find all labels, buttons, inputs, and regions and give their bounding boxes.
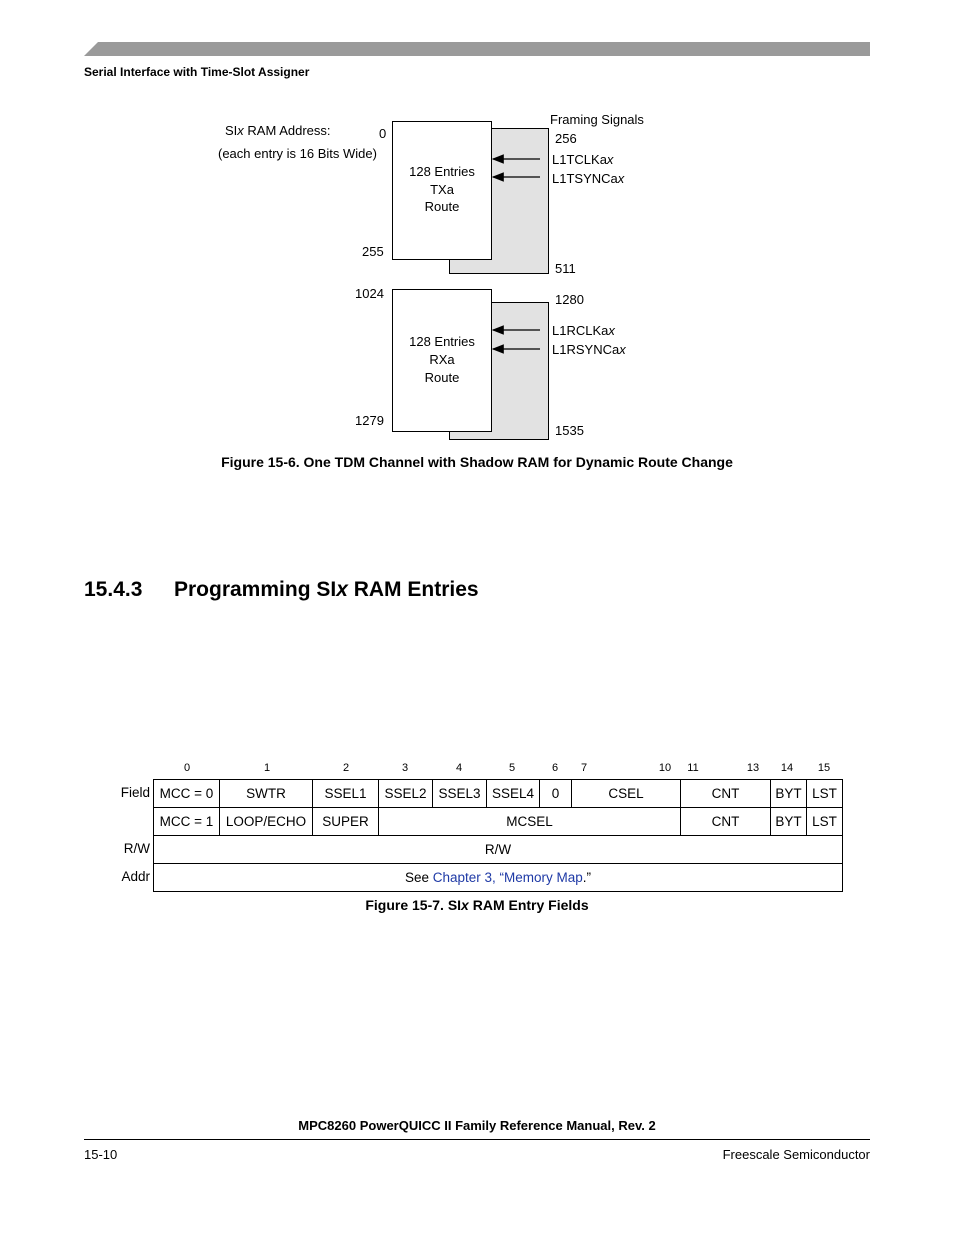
field-mcc: MCC = 0 [154, 780, 220, 808]
running-head: Serial Interface with Time-Slot Assigner [84, 65, 310, 79]
figure-15-6-caption: Figure 15-6. One TDM Channel with Shadow RAM for Dynamic Route Change [221, 454, 733, 470]
field-reserved: 0 [540, 780, 572, 808]
field-byt: BYT [771, 780, 807, 808]
tx-shadow-start-addr: 256 [555, 131, 577, 146]
field-cnt: CNT [681, 780, 771, 808]
bit-number: 1 [263, 762, 271, 774]
bit-number: 7 [580, 762, 588, 774]
field-lst: LST [807, 780, 843, 808]
bit-number: 2 [342, 762, 350, 774]
figure-15-7-caption: Figure 15-7. SIx RAM Entry Fields [365, 897, 589, 913]
rx-shadow-start-addr: 1280 [555, 292, 584, 307]
ram-entry-table [153, 779, 843, 892]
signal-arrows [0, 0, 954, 460]
rx-shadow-end-addr: 1535 [555, 423, 584, 438]
company-name: Freescale Semiconductor [722, 1147, 870, 1162]
tx-sync-signal: L1TSYNCax [552, 171, 625, 186]
field-row-mcc1 [154, 808, 843, 836]
footer-rule [84, 1139, 870, 1140]
field-loop-echo: LOOP/ECHO [220, 808, 313, 836]
field-super: SUPER [313, 808, 379, 836]
field-byt: BYT [771, 808, 807, 836]
bit-number: 0 [183, 762, 191, 774]
tx-start-addr: 0 [379, 126, 387, 141]
footer-title: MPC8260 PowerQUICC II Family Reference Manual, Rev. 2 [298, 1118, 656, 1133]
rx-route: Route [424, 370, 460, 385]
bit-number: 3 [401, 762, 409, 774]
rx-route-name: RXa [429, 352, 455, 367]
bit-number: 11 [687, 762, 699, 774]
field-ssel1: SSEL1 [313, 780, 379, 808]
field-ssel2: SSEL2 [379, 780, 433, 808]
address-label: SIx RAM Address: [225, 123, 331, 138]
rx-end-addr: 1279 [355, 413, 384, 428]
page-number: 15-10 [84, 1147, 118, 1162]
rw-row [154, 836, 843, 864]
field-cnt: CNT [681, 808, 771, 836]
row-label-addr: Addr [121, 869, 150, 884]
tx-route: Route [424, 199, 460, 214]
row-label-field: Field [120, 785, 150, 800]
field-ssel4: SSEL4 [487, 780, 540, 808]
field-ssel3: SSEL3 [433, 780, 487, 808]
addr-value: See Chapter 3, “Memory Map.” [154, 864, 843, 892]
field-swtr: SWTR [220, 780, 313, 808]
rx-sync-signal: L1RSYNCax [552, 342, 626, 357]
field-row-mcc0 [154, 780, 843, 808]
field-csel: CSEL [572, 780, 681, 808]
bit-number: 10 [658, 762, 672, 774]
tx-end-addr: 255 [362, 244, 384, 259]
bit-number: 5 [508, 762, 516, 774]
tx-shadow-end-addr: 511 [555, 261, 576, 276]
rx-clock-signal: L1RCLKax [552, 323, 615, 338]
field-lst: LST [807, 808, 843, 836]
field-mcc: MCC = 1 [154, 808, 220, 836]
bit-number: 13 [746, 762, 760, 774]
tx-route-name: TXa [430, 182, 454, 197]
rx-start-addr: 1024 [355, 286, 384, 301]
tx-clock-signal: L1TCLKax [552, 152, 614, 167]
bit-number: 15 [817, 762, 831, 774]
memory-map-link[interactable]: Chapter 3, “Memory Map [432, 870, 583, 885]
rx-entries: 128 Entries [409, 334, 475, 349]
tx-entries: 128 Entries [409, 164, 475, 179]
framing-signals-label: Framing Signals [550, 112, 644, 127]
section-number: 15.4.3 [84, 578, 143, 601]
rw-value: R/W [154, 836, 843, 864]
bit-number: 6 [551, 762, 559, 774]
address-note: (each entry is 16 Bits Wide) [218, 146, 377, 161]
field-mcsel: MCSEL [379, 808, 681, 836]
section-title: Programming SIx RAM Entries [174, 578, 479, 601]
bit-number: 4 [455, 762, 463, 774]
bit-number: 14 [780, 762, 794, 774]
row-label-rw: R/W [123, 841, 150, 856]
addr-row [154, 864, 843, 892]
